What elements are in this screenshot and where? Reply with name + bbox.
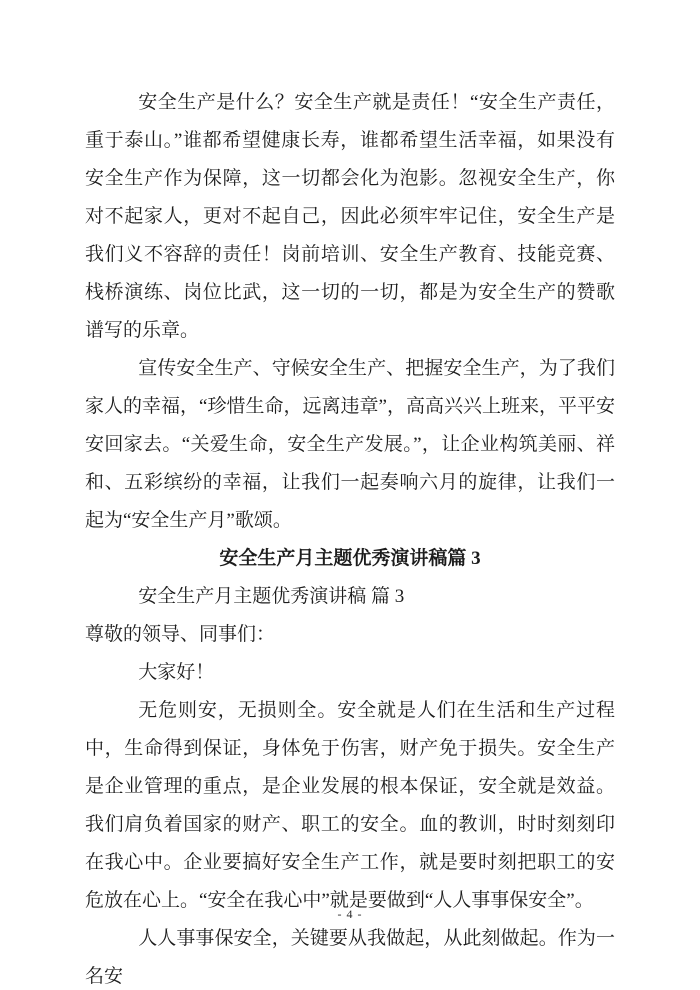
- paragraph: 人人事事保安全，关键要从我做起，从此刻做起。作为一名安: [85, 928, 615, 987]
- paragraph: 宣传安全生产、守候安全生产、把握安全生产，为了我们家人的幸福，“珍惜生命，远离违章”，高高兴兴上班来，平平安安回家去。“关爱生命，安全生产发展。”，让企业构筑美丽、祥和、五彩缤纷的幸福，让我们一起奏响六月的旋律，让我们一起为“安全生产月”歌颂。: [85, 358, 615, 531]
- paragraph: 无危则安，无损则全。安全就是人们在生活和生产过程中，生命得到保证，身体免于伤害，财产免于损失。安全生产是企业管理的重点，是企业发展的根本保证，安全就是效益。我们肩负着国家的财产、职工的安全。血的教训，时时刻刻印在我心中。企业要搞好安全生产工作，就是要时刻把职工的安危放在心上。“安全在我心中”就是要做到“人人事事保安全”。: [85, 700, 615, 911]
- text-line: 安全生产月主题优秀演讲稿 篇 3: [138, 586, 405, 607]
- paragraph: 安全生产是什么？安全生产就是责任！“安全生产责任，重于泰山。”谁都希望健康长寿，谁都希望生活幸福，如果没有安全生产作为保障，这一切都会化为泡影。忽视安全生产，你对不起家人，更对不起自己，因此必须牢牢记住，安全生产是我们义不容辞的责任！岗前培训、安全生产教育、技能竞赛、栈桥演练、岗位比武，这一切的一切，都是为安全生产的赞歌谱写的乐章。: [85, 92, 615, 341]
- page-number: - 4 -: [337, 907, 363, 921]
- document-content: [85, 84, 615, 990]
- section-heading: 安全生产月主题优秀演讲稿篇 3: [219, 548, 481, 569]
- text-line: 大家好！: [138, 662, 215, 683]
- text-line: 尊敬的领导、同事们：: [85, 624, 276, 645]
